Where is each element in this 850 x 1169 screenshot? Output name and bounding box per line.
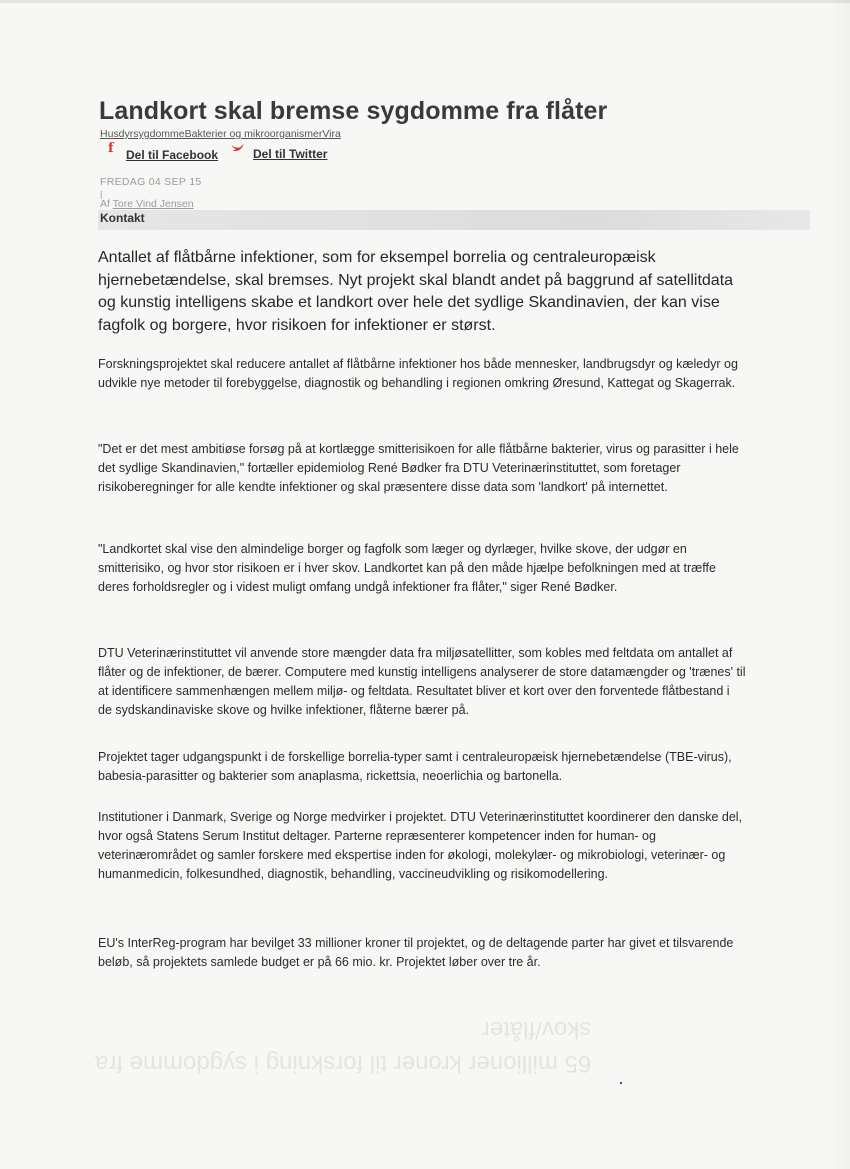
body-paragraph: Projektet tager udgangspunkt i de forskellige borrelia-typer samt i centraleuropæisk hjernebetændelse (TBE-virus), babesia-parasitter og bakterier som anaplasma, rickettsia, neoerlichia og bartonella. — [98, 750, 732, 783]
body-paragraph: Institutioner i Danmark, Sverige og Norge medvirker i projektet. DTU Veterinærinstituttet koordinerer den danske del, hvor også Statens Serum Institut deltager. Parterne repræsenterer kompetencer inden for human- og veterinærområdet og samler forskere med ekspertise inden for økologi, molekylær- og mikrobiologi, veterinær- og humanmedicin, folkesundhed, diagnostik, behandling, vaccineudvikling og risikomodellering. — [98, 810, 743, 881]
byline-prefix: Af — [100, 198, 110, 210]
byline — [100, 198, 194, 210]
share-twitter[interactable] — [231, 147, 327, 161]
bleedthrough-line: 65 millioner kroner til forskning i sygdomme fra — [95, 1050, 592, 1077]
scan-edge — [0, 0, 850, 3]
bleedthrough-line: skov/flåter — [481, 1016, 592, 1043]
scan-speck — [620, 1082, 622, 1084]
body-paragraph: Forskningsprojektet skal reducere antallet af flåtbårne infektioner hos både mennesker, landbrugsdyr og kæledyr og udvikle nye metoder til forebyggelse, diagnostik og behandling i regionen omkring Øresund, Kattegat og Skagerrak. — [98, 357, 738, 390]
author-link[interactable]: Tore Vind Jensen — [112, 198, 194, 210]
body-paragraph: "Det er det mest ambitiøse forsøg på at kortlægge smitterisikoen for alle flåtbårne bakterier, virus og parasitter i hele det sydlige Skandinavien," fortæller epidemiolog René Bødker fra DTU Veterinærinstituttet, som foretager risikoberegninger for alle kendte infektioner og skal præsentere disse data som 'landkort' på internettet. — [98, 442, 739, 494]
bleedthrough-text — [95, 1012, 591, 1080]
scan-shadow — [828, 0, 850, 1169]
separator-mark: | — [100, 189, 103, 199]
lead-paragraph: Antallet af flåtbårne infektioner, som for eksempel borrelia og centraleuropæisk hjernebetændelse, skal bremses. Nyt projekt skal blandt andet på baggrund af satellitdata og kunstig intelligens skabe et landkort over hele det sydlige Skandinavien, der kan vise fagfolk og borgere, hvor risikoen for infektioner er størst. — [98, 249, 734, 335]
article-title: Landkort skal bremse sygdomme fra flåter — [99, 97, 608, 125]
facebook-icon: f — [108, 141, 114, 156]
body-paragraph: "Landkortet skal vise den almindelige borger og fagfolk som læger og dyrlæger, hvilke skove, der udgør en smitterisiko, og hvor stor risikoen er i hver skov. Landkortet kan på den måde hjælpe befolkningen med at træffe deres forholdsregler og i videst muligt omfang undgå infektioner fra flåter," siger René Bødker. — [98, 542, 716, 594]
body-paragraph: EU's InterReg-program har bevilget 33 millioner kroner til projektet, og de deltagende parter har givet et tilsvarende beløb, så projektets samlede budget er på 66 mio. kr. Projektet løber over tre år. — [98, 936, 734, 969]
publish-date: FREDAG 04 SEP 15 — [100, 176, 202, 188]
category-tags[interactable]: HusdyrsygdommeBakterier og mikroorganismerVira — [100, 128, 341, 140]
contact-link[interactable]: Kontakt — [100, 211, 145, 225]
share-facebook[interactable] — [108, 141, 219, 162]
body-paragraph: DTU Veterinærinstituttet vil anvende store mængder data fra miljøsatellitter, som kobles med feltdata om antallet af flåter og de infektioner, de bærer. Computere med kunstig intelligens analyserer de store datamængder og 'trænes' til at identificere sammenhængen mellem miljø- og feltdata. Resultatet bliver et kort over den forventede flåtbestand i de sydskandinaviske skove og hvilke infektioner, flåterne bærer på. — [98, 646, 746, 717]
contact-bar — [98, 210, 810, 230]
share-facebook-label[interactable]: Del til Facebook — [126, 147, 219, 162]
twitter-icon — [231, 141, 245, 155]
share-twitter-label[interactable]: Del til Twitter — [253, 147, 328, 161]
